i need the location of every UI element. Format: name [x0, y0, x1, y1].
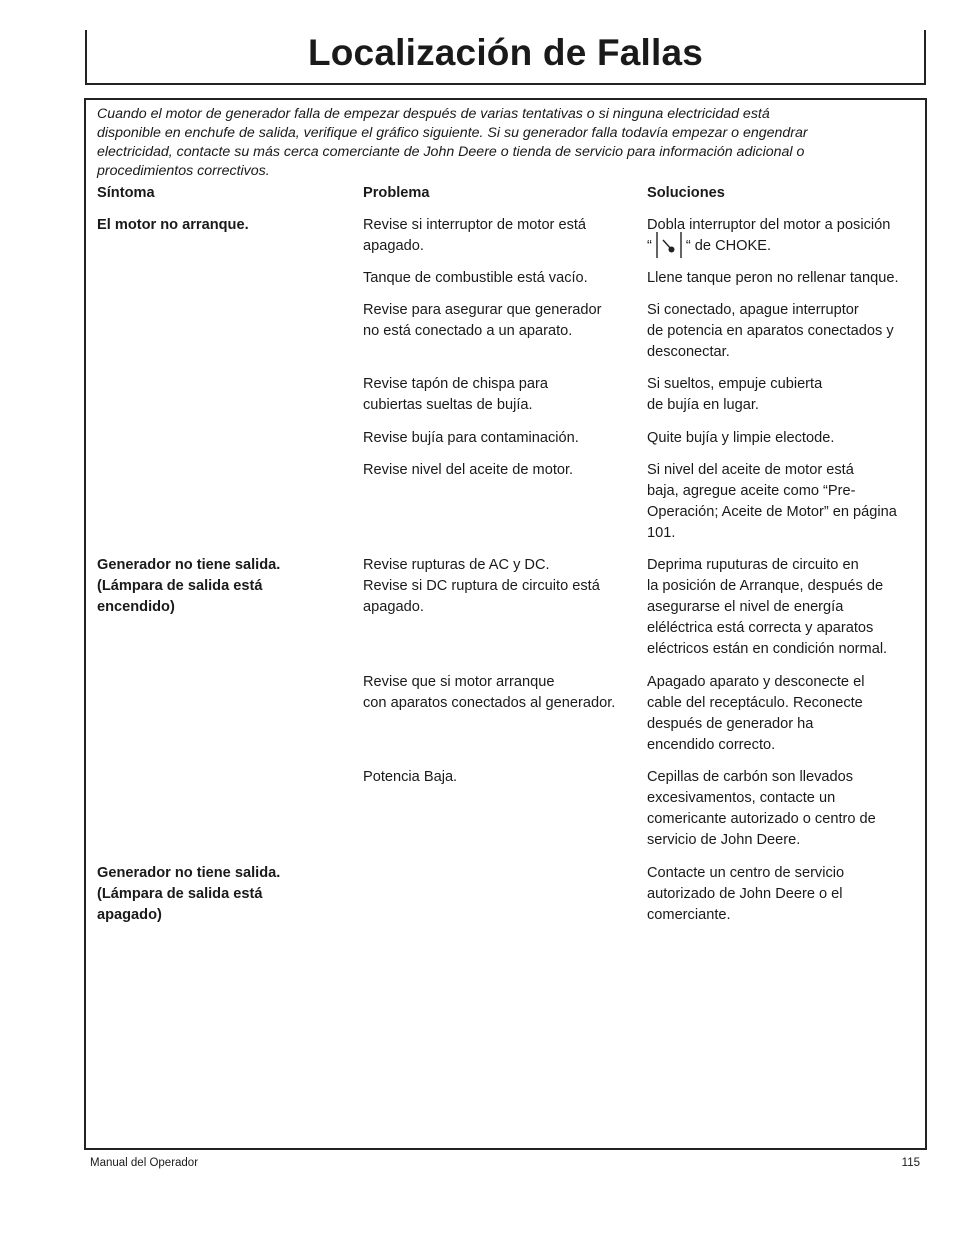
- problem-cell: [363, 672, 643, 714]
- intro-line: electricidad, contacte su más cerca comerciante de John Deere o tienda de servicio para información adicional o: [97, 144, 805, 160]
- solution-line: autorizado de John Deere o el: [647, 886, 843, 902]
- problem-line: Potencia Baja.: [363, 769, 458, 785]
- header-symptom: Síntoma: [97, 185, 155, 201]
- problem-line: Revise si interruptor de motor está: [363, 217, 587, 233]
- intro-line: Cuando el motor de generador falla de empezar después de varias tentativas o si ninguna electricidad está: [97, 106, 770, 122]
- solution-cell: [647, 460, 922, 544]
- symptom-line: (Lámpara de salida está: [97, 578, 263, 594]
- solution-line: desconectar.: [647, 344, 730, 360]
- symptom-line: (Lámpara de salida está: [97, 886, 263, 902]
- solution-line: Quite bujía y limpie electode.: [647, 430, 835, 446]
- symptom-line: encendido): [97, 599, 175, 615]
- problem-line: Revise rupturas de AC y DC.: [363, 557, 550, 573]
- solution-line: excesivamentos, contacte un: [647, 790, 836, 806]
- solution-cell: [647, 428, 922, 449]
- problem-line: Tanque de combustible está vacío.: [363, 270, 588, 286]
- problem-line: Revise bujía para contaminación.: [363, 430, 579, 446]
- quote-open: “: [647, 238, 652, 254]
- solution-line: Llene tanque peron no rellenar tanque.: [647, 270, 899, 286]
- solution-cell: [647, 268, 922, 289]
- choke-text: “ de CHOKE.: [685, 238, 772, 254]
- problem-cell: [363, 374, 643, 416]
- problem-line: Revise tapón de chispa para: [363, 376, 548, 392]
- solution-cell: [647, 672, 922, 756]
- problem-line: cubiertas sueltas de bujía.: [363, 397, 533, 413]
- problem-cell: [363, 767, 643, 788]
- problem-line: con aparatos conectados al generador.: [363, 695, 616, 711]
- solution-cell: [647, 555, 922, 660]
- problem-cell: [363, 300, 643, 342]
- solution-cell: [647, 215, 922, 258]
- solution-line: Operación; Aceite de Motor” en página: [647, 504, 897, 520]
- problem-line: apagado.: [363, 238, 424, 254]
- problem-line: Revise nivel del aceite de motor.: [363, 462, 574, 478]
- problem-cell: [363, 555, 643, 618]
- symptom-line: Generador no tiene salida.: [97, 865, 281, 881]
- solution-line: Si conectado, apague interruptor: [647, 302, 859, 318]
- problem-cell: [363, 215, 643, 257]
- symptom-line: El motor no arranque.: [97, 217, 249, 233]
- solution-line: la posición de Arranque, después de: [647, 578, 884, 594]
- symptom-line: apagado): [97, 907, 162, 923]
- solution-line: Si nivel del aceite de motor está: [647, 462, 854, 478]
- solution-line: servicio de John Deere.: [647, 832, 801, 848]
- intro-line: procedimientos correctivos.: [97, 163, 270, 179]
- solution-line: Dobla interruptor del motor a posición: [647, 217, 891, 233]
- solution-line: Contacte un centro de servicio: [647, 865, 845, 881]
- problem-cell: [363, 460, 643, 481]
- solution-line: [647, 236, 922, 258]
- header-solution: Soluciones: [647, 185, 725, 201]
- symptom-no-output-lamp-on: [97, 555, 337, 618]
- choke-switch-icon: [654, 236, 684, 258]
- symptom-line: Generador no tiene salida.: [97, 557, 281, 573]
- header-problem: Problema: [363, 185, 430, 201]
- solution-line: 101.: [647, 525, 676, 541]
- solution-line: Si sueltos, empuje cubierta: [647, 376, 823, 392]
- solution-line: de potencia en aparatos conectados y: [647, 323, 894, 339]
- symptom-no-output-lamp-off: [97, 863, 337, 926]
- solution-cell: [647, 374, 922, 416]
- solution-line: comericante autorizado o centro de: [647, 811, 876, 827]
- solution-line: de bujía en lugar.: [647, 397, 759, 413]
- troubleshooting-table: [84, 98, 927, 1150]
- solution-line: Cepillas de carbón son llevados: [647, 769, 854, 785]
- solution-line: encendido correcto.: [647, 737, 776, 753]
- page-title: Localización de Fallas: [307, 32, 704, 73]
- intro-paragraph: [97, 105, 912, 181]
- problem-line: Revise si DC ruptura de circuito está: [363, 578, 600, 594]
- footer-page-number: 115: [901, 1157, 920, 1169]
- solution-line: comerciante.: [647, 907, 731, 923]
- solution-cell: [647, 863, 922, 926]
- problem-cell: [363, 428, 643, 449]
- title-box: [85, 30, 926, 85]
- solution-line: Deprima ruputuras de circuito en: [647, 557, 859, 573]
- problem-line: apagado.: [363, 599, 424, 615]
- problem-line: Revise para asegurar que generador: [363, 302, 602, 318]
- problem-line: no está conectado a un aparato.: [363, 323, 573, 339]
- solution-line: Apagado aparato y desconecte el: [647, 674, 865, 690]
- problem-line: Revise que si motor arranque: [363, 674, 555, 690]
- solution-line: eléléctrica está correcta y aparatos: [647, 620, 874, 636]
- intro-line: disponible en enchufe de salida, verifique el gráfico siguiente. Si su generador falla todavía empezar o engendrar: [97, 125, 808, 141]
- solution-line: baja, agregue aceite como “Pre-: [647, 483, 856, 499]
- symptom-engine-no-start: [97, 215, 337, 236]
- solution-line: eléctricos están en condición normal.: [647, 641, 888, 657]
- solution-cell: [647, 767, 922, 851]
- solution-cell: [647, 300, 922, 363]
- solution-line: después de generador ha: [647, 716, 814, 732]
- footer-manual-title: Manual del Operador: [90, 1157, 199, 1169]
- solution-line: asegurarse el nivel de energía: [647, 599, 844, 615]
- solution-line: cable del receptáculo. Reconecte: [647, 695, 863, 711]
- problem-cell: [363, 268, 643, 289]
